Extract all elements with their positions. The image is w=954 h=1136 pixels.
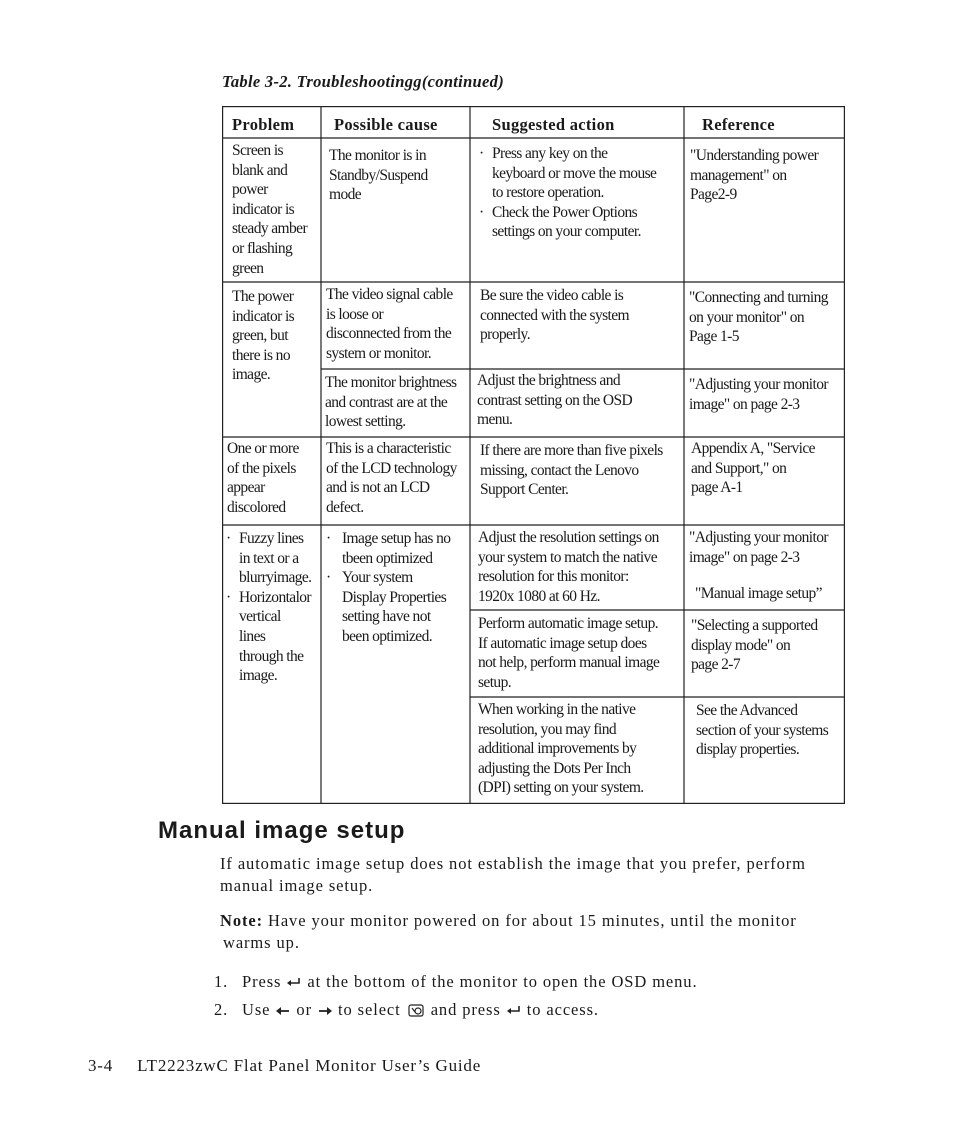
note-paragraph: Note: Have your monitor powered on for about 15 minutes, until the monitor warms up. — [220, 911, 797, 952]
row2b-reference: "Adjusting your monitor image" on page 2-3 — [689, 376, 828, 413]
row2a-cause: The video signal cable is loose or disconnected from the system or monitor. — [326, 286, 453, 362]
page-number: 3-4 — [88, 1056, 114, 1075]
header-possible-cause: Possible cause — [334, 115, 438, 134]
right-arrow-icon — [317, 1005, 333, 1017]
table-caption: Table 3-2. Troubleshootingg(continued) — [222, 72, 504, 91]
row3-problem: One or more of the pixels appear discolored — [227, 440, 299, 516]
row2-problem: The power indicator is green, but there is no image. — [232, 288, 295, 384]
left-arrow-icon — [275, 1005, 291, 1017]
troubleshooting-table — [222, 106, 845, 804]
row1-problem: Screen is blank and power indicator is steady amber or flashing green — [232, 142, 308, 277]
note-label: Note: — [220, 911, 263, 930]
row4-cause: · Image setup has no tbeen optimized · Your system Display Properties setting have not been optimized. — [326, 530, 451, 645]
header-problem: Problem — [232, 115, 295, 134]
step-1: 1. Press at the bottom of the monitor to open the OSD menu. — [214, 972, 698, 991]
row4b-action: Perform automatic image setup. If automatic image setup does not help, perform manual image setup. — [478, 615, 660, 691]
row1-action: · Press any key on the keyboard or move the mouse to restore operation. · Check the Power Options settings on your computer. — [479, 145, 657, 241]
row4a-reference-manual: "Manual image setup” — [695, 585, 822, 602]
section-title: Manual image setup — [158, 817, 406, 844]
step-2: 2. Use or to select and press to access. — [214, 1000, 599, 1019]
row1-reference: "Understanding power management" on Page2-9 — [690, 147, 819, 204]
row2b-action: Adjust the brightness and contrast setting on the OSD menu. — [477, 372, 633, 429]
image-setup-icon — [406, 1003, 426, 1019]
row4a-action: Adjust the resolution settings on your system to match the native resolution for this monitor: 1920x 1080 at 60 Hz. — [478, 529, 659, 605]
enter-arrow-icon — [286, 977, 302, 989]
row2b-cause: The monitor brightness and contrast are at the lowest setting. — [325, 374, 457, 431]
row4-problem: · Fuzzy lines in text or a blurryimage. · Horizontalor vertical lines through the image. — [226, 530, 312, 685]
row4c-reference: See the Advanced section of your systems display properties. — [696, 702, 829, 759]
row3-reference: Appendix A, "Service and Support," on page A-1 — [691, 440, 815, 497]
row4c-action: When working in the native resolution, you may find additional improvements by adjusting the Dots Per Inch (DPI) setting on your system. — [478, 701, 644, 797]
row3-cause: This is a characteristic of the LCD technology and is not an LCD defect. — [326, 440, 457, 516]
header-reference: Reference — [702, 115, 775, 134]
row1-cause: The monitor is in Standby/Suspend mode — [329, 147, 428, 204]
row2a-reference: "Connecting and turning on your monitor" on Page 1-5 — [689, 289, 828, 346]
row3-action: If there are more than five pixels missing, contact the Lenovo Support Center. — [480, 442, 663, 499]
row2a-action: Be sure the video cable is connected with the system properly. — [480, 287, 629, 344]
row4a-reference: "Adjusting your monitor image" on page 2-3 — [689, 529, 828, 566]
guide-title: LT2223zwC Flat Panel Monitor User’s Guide — [137, 1056, 482, 1075]
row4b-reference: "Selecting a supported display mode" on page 2-7 — [691, 617, 818, 674]
header-suggested-action: Suggested action — [492, 115, 615, 134]
intro-paragraph: If automatic image setup does not establish the image that you prefer, perform manual image setup. — [220, 854, 806, 895]
page-footer — [88, 1056, 481, 1076]
enter-arrow-icon — [506, 1005, 522, 1017]
